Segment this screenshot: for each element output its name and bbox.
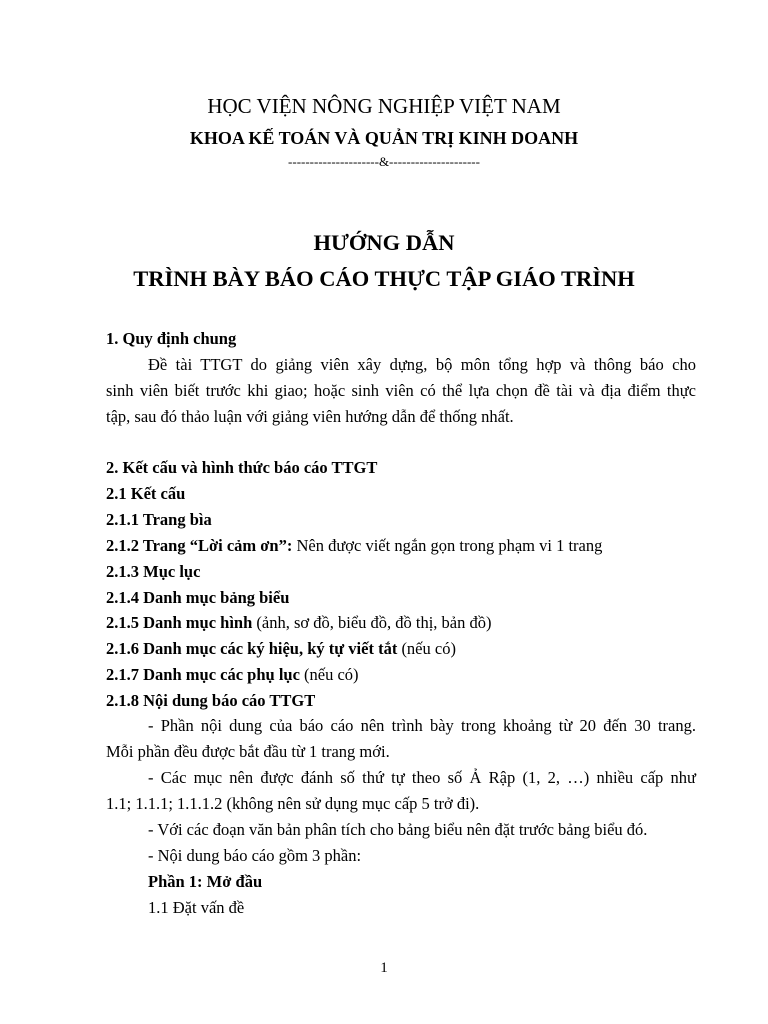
section-1-paragraph-line: tập, sau đó thảo luận với giảng viên hướng dẫn để thống nhất. [106,407,514,426]
item-2-1-5 [106,612,696,634]
item-2-1-2-text: Nên được viết ngắn gọn trong phạm vi 1 trang [292,536,603,555]
content-paragraph-line: Mỗi phần đều được bắt đầu từ 1 trang mới. [106,742,390,761]
content-paragraph-line: - Nội dung báo cáo gồm 3 phần: [148,846,362,865]
item-2-1-3: 2.1.3 Mục lục [106,562,201,581]
item-2-1-5-label: 2.1.5 Danh mục hình [106,613,253,632]
page-number: 1 [380,960,388,976]
section-1-paragraph-line: sinh viên biết trước khi giao; hoặc sinh viên có thể lựa chọn đề tài và địa điểm thực [106,381,696,400]
faculty-name: KHOA KẾ TOÁN VÀ QUẢN TRỊ KINH DOANH [189,128,579,148]
item-2-1-5-text: (ảnh, sơ đồ, biểu đồ, đồ thị, bản đồ) [252,613,492,632]
content-paragraph-line: - Với các đoạn văn bản phân tích cho bảng biểu nên đặt trước bảng biểu đó. [148,820,648,839]
item-2-1-7-text: (nếu có) [299,665,359,684]
item-2-1-6 [106,638,696,660]
content-paragraph-line: 1.1; 1.1.1; 1.1.1.2 (không nên sử dụng mục cấp 5 trở đi). [106,794,480,813]
part-1-heading: Phần 1: Mở đầu [148,872,263,891]
item-2-1-1: 2.1.1 Trang bìa [106,510,212,529]
item-2-1-2 [106,535,696,557]
section-2-heading: 2. Kết cấu và hình thức báo cáo TTGT [106,458,378,477]
item-2-1-4: 2.1.4 Danh mục bảng biểu [106,588,290,607]
content-paragraph-line: - Các mục nên được đánh số thứ tự theo số Ả Rập (1, 2, …) nhiều cấp như [148,768,696,787]
item-2-1-6-text: (nếu có) [397,639,456,658]
document-title: HƯỚNG DẪN [313,230,455,255]
item-2-1-8: 2.1.8 Nội dung báo cáo TTGT [106,691,316,710]
section-1-paragraph-line: Đề tài TTGT do giảng viên xây dựng, bộ môn tổng hợp và thông báo cho [148,355,696,374]
document-subtitle: TRÌNH BÀY BÁO CÁO THỰC TẬP GIÁO TRÌNH [133,266,635,291]
item-2-1-6-label: 2.1.6 Danh mục các ký hiệu, ký tự viết tắt [106,639,398,658]
institution-name: HỌC VIỆN NÔNG NGHIỆP VIỆT NAM [207,94,561,118]
subsection-2-1-heading: 2.1 Kết cấu [106,484,186,503]
header-separator: ---------------------&--------------------- [288,154,480,169]
content-paragraph-line: - Phần nội dung của báo cáo nên trình bày trong khoảng từ 20 đến 30 trang. [148,716,696,735]
item-2-1-7 [106,664,696,686]
item-2-1-7-label: 2.1.7 Danh mục các phụ lục [106,665,300,684]
section-1-heading: 1. Quy định chung [106,329,237,348]
item-2-1-2-label: 2.1.2 Trang “Lời cảm ơn”: [106,536,293,555]
part-1-item: 1.1 Đặt vấn đề [148,898,245,917]
